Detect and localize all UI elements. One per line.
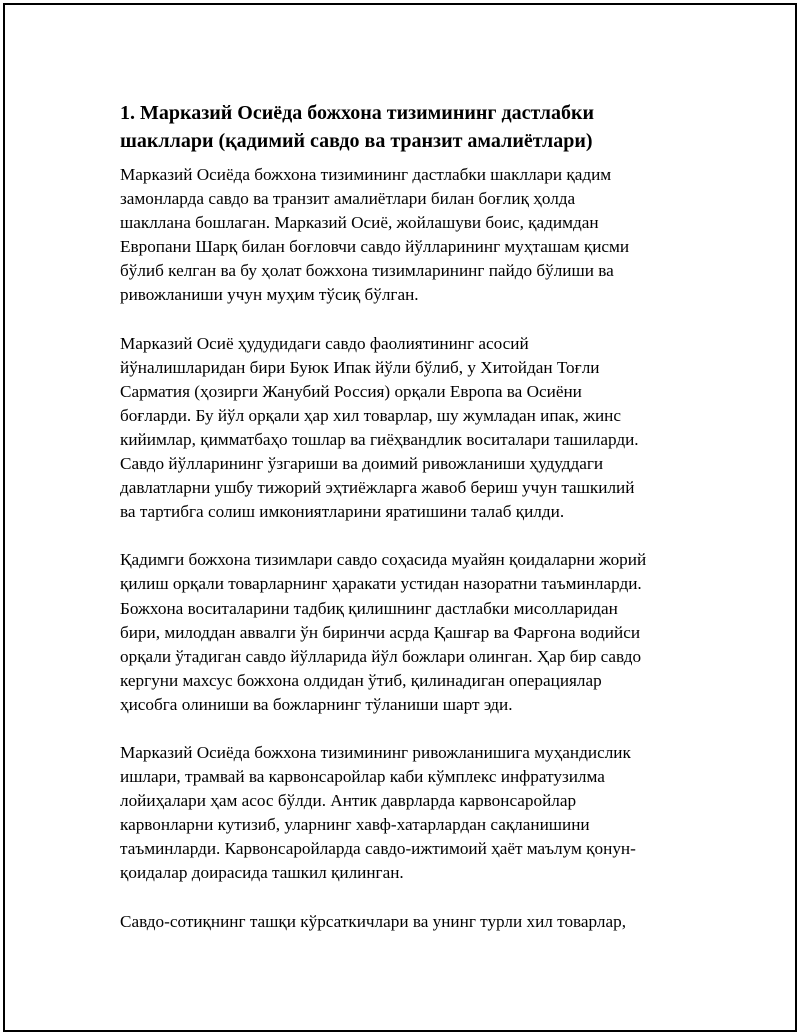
text-line: ҳисобга олиниши ва божларнинг тўланиши шарт эди.: [120, 694, 513, 714]
text-line: бири, милоддан аввалги ўн биринчи асрда Қашғар ва Фарғона водийси: [120, 622, 641, 642]
text-line: бўлиб келган ва бу ҳолат божхона тизимларининг пайдо бўлиши ва: [120, 261, 614, 281]
text-line: карвонларни кутизиб, уларнинг хавф-хатарлардан сақланишини: [120, 815, 590, 835]
text-line: қилиш орқали товарларнинг ҳаракати устидан назоратни таъминларди.: [120, 574, 642, 594]
text-line: кергуни махсус божхона олдидан ўтиб, қилинадиган операциялар: [120, 670, 602, 690]
document-page: [3, 3, 797, 1032]
section-title: 1. Марказий Осиёда божхона тизимининг дастлабки шакллари (қадимий савдо ва транзит амалиётлари): [120, 102, 595, 152]
text-line: ривожланиши учун муҳим тўсиқ бўлган.: [120, 285, 419, 305]
text-line: таъминларди. Карвонсаройларда савдо-ижтимоий ҳаёт маълум қонун-: [120, 839, 636, 859]
text-line: ва тартибга солиш имкониятларини яратишини талаб қилди.: [120, 502, 565, 522]
text-line: Марказий Осиёда божхона тизимининг ривожланишига муҳандислик: [120, 742, 631, 762]
text-line: замонларда савдо ва транзит амалиётлари билан боғлиқ ҳолда: [120, 189, 576, 209]
text-line: шакллана бошлаган. Марказий Осиё, жойлашуви боис, қадимдан: [120, 213, 599, 233]
paragraph-5: [120, 910, 695, 934]
paragraph-3: [120, 548, 695, 717]
text-line: Марказий Осиё ҳудудидаги савдо фаолиятининг асосий: [120, 333, 529, 353]
text-line: давлатларни ушбу тижорий эҳтиёжларга жавоб бериш учун ташкилий: [120, 478, 635, 498]
text-line: ишлари, трамвай ва карвонсаройлар каби кўмплекс инфратузилма: [120, 767, 605, 787]
text-line: Сарматия (ҳозирги Жанубий Россия) орқали Европа ва Осиёни: [120, 381, 582, 401]
text-line: қоидалар доирасида ташкил қилинган.: [120, 863, 404, 883]
text-line: Савдо-сотиқнинг ташқи кўрсаткичлари ва унинг турли хил товарлар,: [120, 911, 627, 931]
text-line: Европани Шарқ билан боғловчи савдо йўлларининг муҳташам қисми: [120, 237, 630, 257]
paragraph-1: [120, 163, 695, 308]
text-line: Марказий Осиёда божхона тизимининг дастлабки шакллари қадим: [120, 165, 612, 184]
text-line: кийимлар, қимматбаҳо тошлар ва гиёҳвандлик воситалари ташиларди.: [120, 429, 639, 449]
text-line: лойиҳалари ҳам асос бўлди. Антик даврларда карвонсаройлар: [120, 791, 577, 811]
text-line: Божхона воситаларини тадбиқ қилишнинг дастлабки мисолларидан: [120, 598, 618, 618]
paragraph-4: [120, 741, 695, 886]
text-line: Савдо йўлларининг ўзгариши ва доимий ривожланиши ҳудуддаги: [120, 454, 604, 474]
document-content: [120, 99, 695, 958]
paragraph-2: [120, 332, 695, 525]
text-line: йўналишларидан бири Буюк Ипак йўли бўлиб, у Хитойдан Тоғли: [120, 357, 600, 377]
text-line: боғларди. Бу йўл орқали ҳар хил товарлар, шу жумладан ипак, жинс: [120, 405, 622, 425]
text-line: Қадимги божхона тизимлари савдо соҳасида муайян қоидаларни жорий: [120, 550, 647, 570]
text-line: орқали ўтадиган савдо йўлларида йўл божлари олинган. Ҳар бир савдо: [120, 646, 642, 666]
